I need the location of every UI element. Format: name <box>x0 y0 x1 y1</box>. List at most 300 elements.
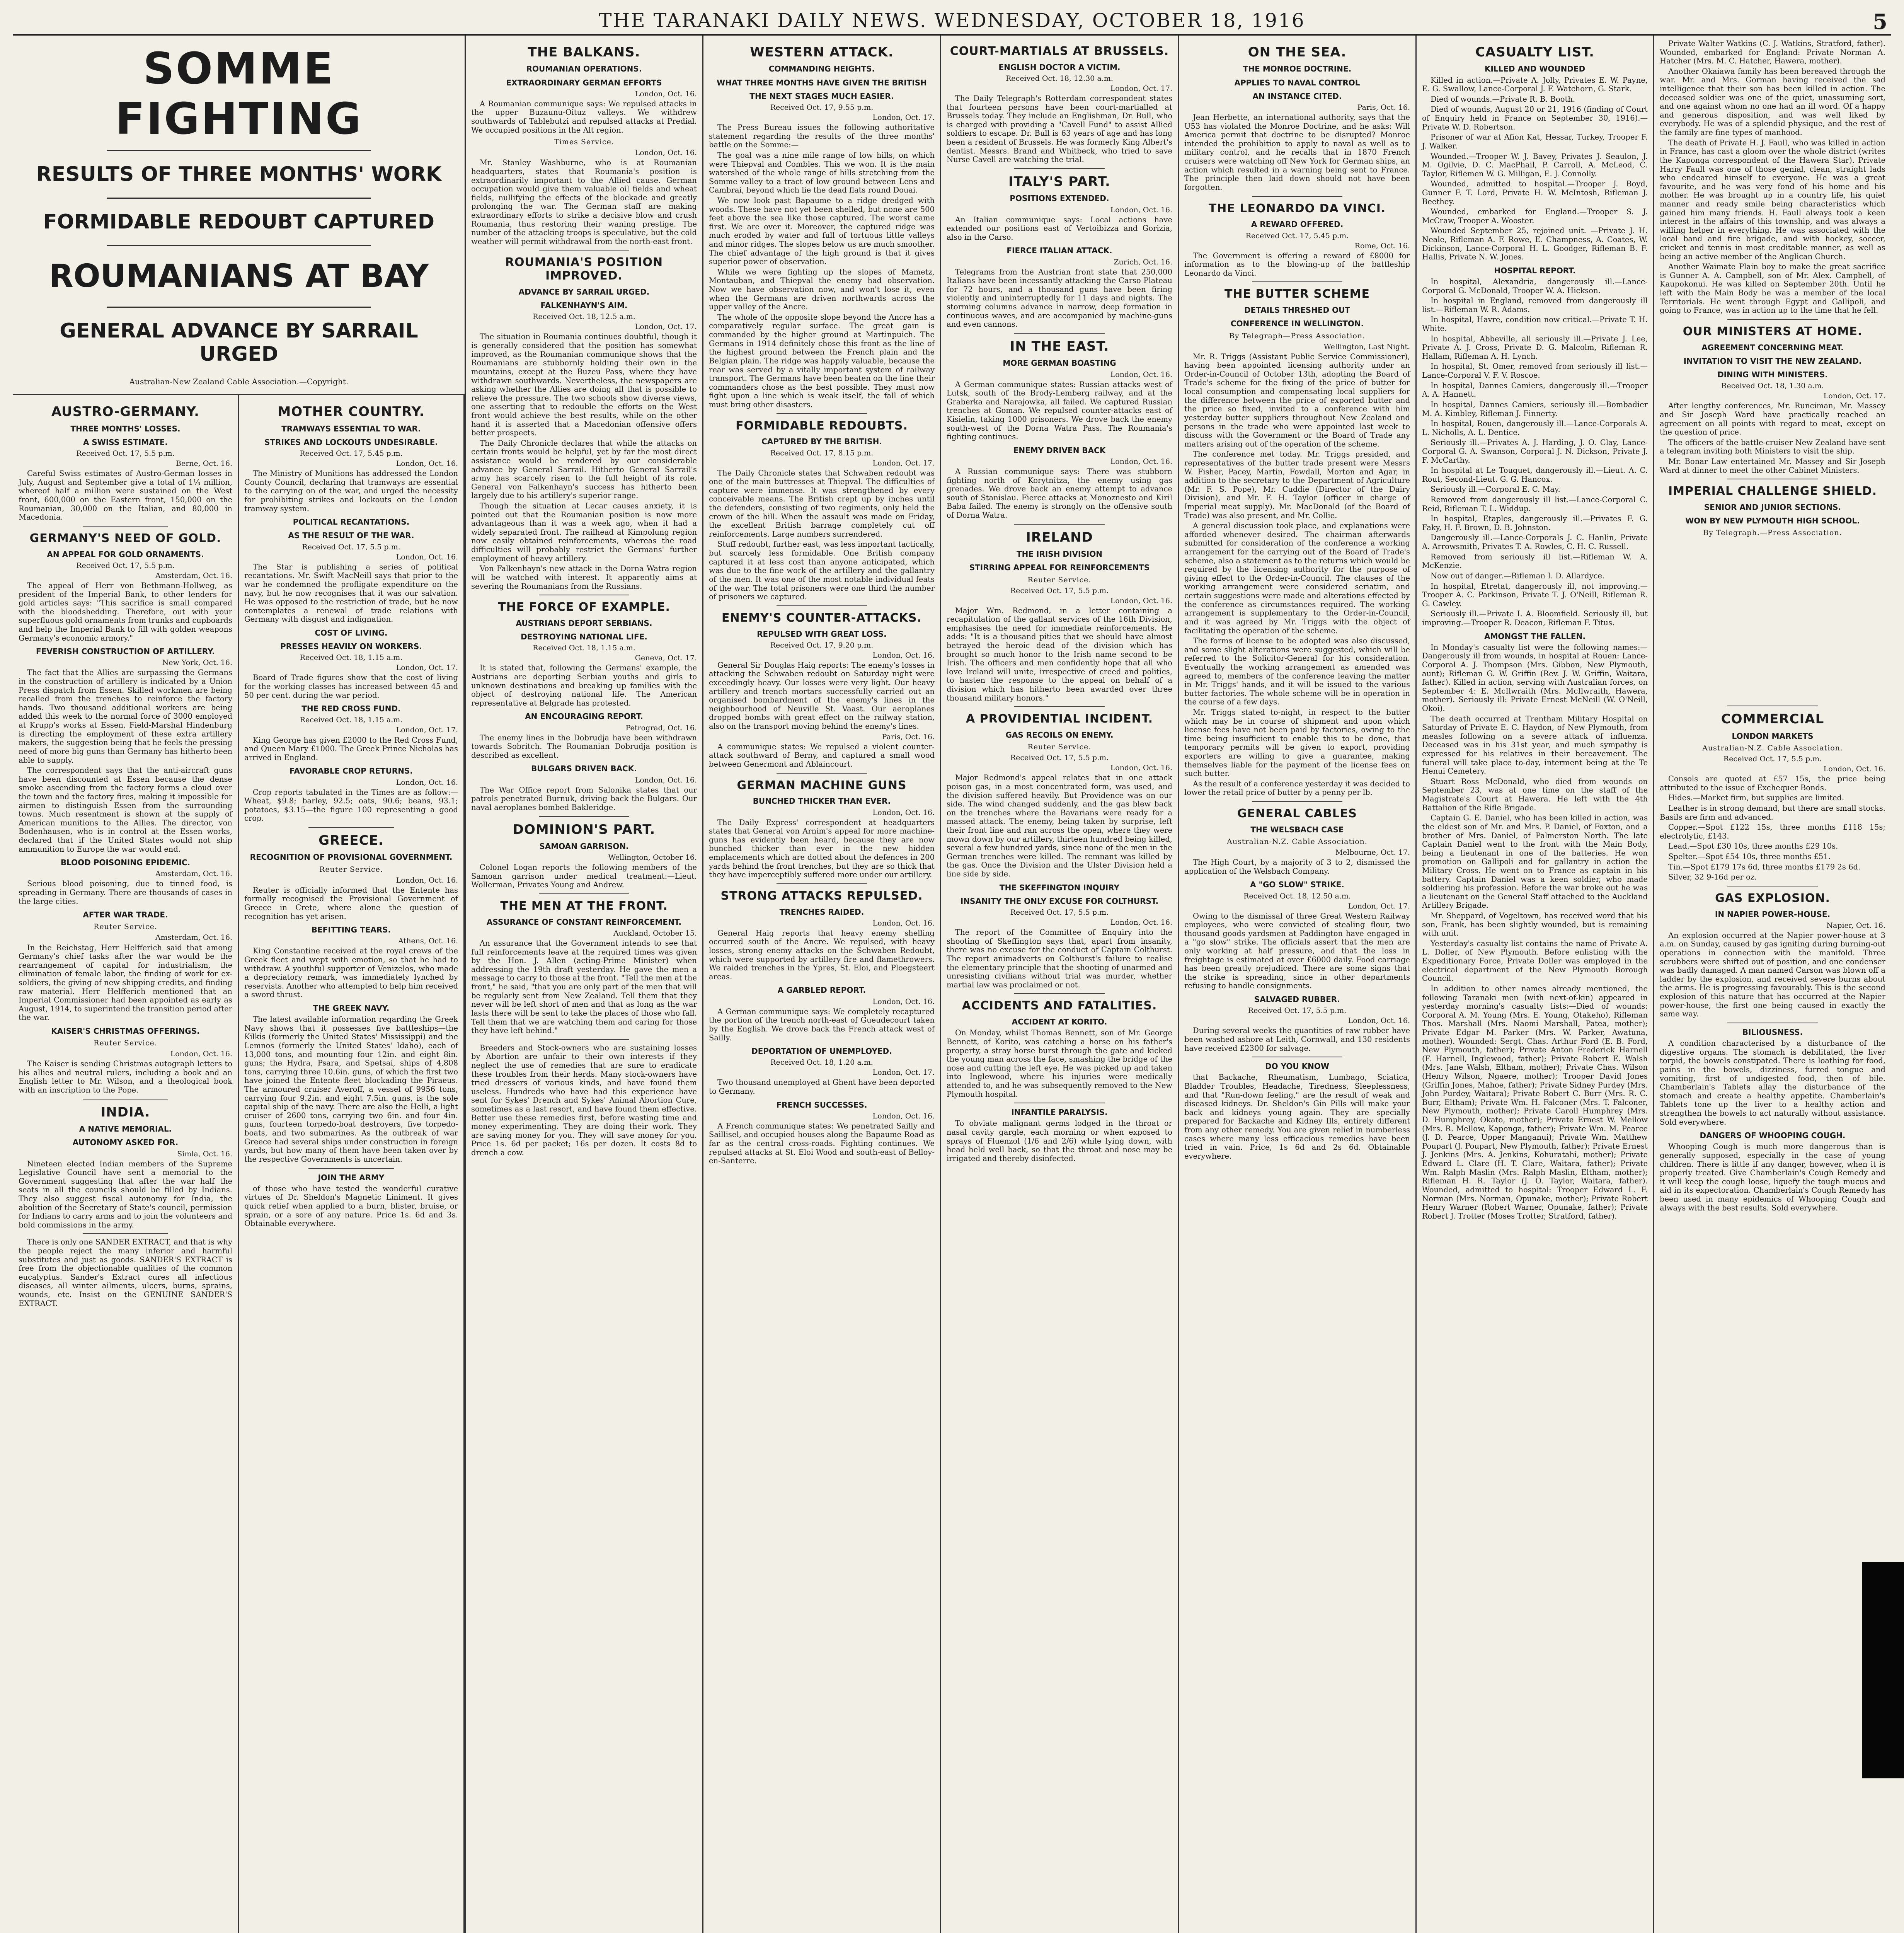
lead-head-4: GENERAL ADVANCE BY SARRAIL URGED <box>60 319 418 366</box>
received-line: Received Oct. 17, 5.5 p.m. <box>302 542 400 551</box>
dateline: London, Oct. 16. <box>635 148 697 157</box>
headline: A PROVIDENTIAL INCIDENT. <box>966 712 1153 726</box>
subhead: DANGERS OF WHOOPING COUGH. <box>1700 1131 1846 1140</box>
paragraph: Mr. R. Triggs (Assistant Public Service Commissioner), having been appointed licensing authority under an Order-in-Council of October 13th, adopting the Board of Trade's scheme for the fixing of the price of butter for local consumption and compensating local suppliers for the difference between the price of exported butter and the price so fixed, invited to a conference with him yesterday butter suppliers throughout New Zealand and persons in the trade who were appointed last week to discuss with the Government or the Board of Trade any matters arising out of the operation of the scheme. <box>1184 352 1410 448</box>
subhead: GAS RECOILS ON ENEMY. <box>1005 730 1114 740</box>
subhead: WON BY NEW PLYMOUTH HIGH SCHOOL. <box>1685 516 1860 526</box>
dateline: Berne, Oct. 16. <box>176 459 232 468</box>
subhead: THE IRISH DIVISION <box>1017 549 1102 559</box>
headline: IN THE EAST. <box>1010 338 1109 354</box>
dateline: London, Oct. 16. <box>396 552 458 561</box>
dateline: Melbourne, Oct. 17. <box>1335 848 1410 857</box>
paragraph: Died of wounds, August 20 or 21, 1916 (finding of Court of Enquiry held in France on September 30, 1916).—Private W. D. Robertson. <box>1422 105 1648 131</box>
paragraph: While we were fighting up the slopes of Mametz, Montauban, and Thiepval the enemy had observation. Now we have observation now, and won't lose it, even when the Germans are driven northwards across the upper valley of the Ancre. <box>709 267 935 312</box>
received-line: Received Oct. 17, 9.55 p.m. <box>770 103 874 112</box>
subhead: ADVANCE BY SARRAIL URGED. <box>518 287 650 297</box>
headline: CASUALTY LIST. <box>1475 44 1595 60</box>
paragraph: Owing to the dismissal of three Great Western Railway employees, who were convicted of stealing flour, two thousand goods yardsmen at Paddington have engaged in a "go slow" strike. The officials assert that the men are only working at half pressure, and that the loss in freightage is estimated at over £6000 daily. Food carriage has been greatly prejudiced. There are some signs that the strike is spreading, since in other departments refusing to handle consignments. <box>1184 911 1410 990</box>
subhead: ROUMANIAN OPERATIONS. <box>526 64 642 74</box>
dateline: London, Oct. 16. <box>1348 1016 1410 1025</box>
subhead: INVITATION TO VISIT THE NEW ZEALAND. <box>1683 356 1862 366</box>
headline: FORMIDABLE REDOUBTS. <box>736 419 908 433</box>
subhead: LONDON MARKETS <box>1732 731 1814 741</box>
subhead: REPULSED WITH GREAT LOSS. <box>757 629 887 639</box>
paragraph: Board of Trade figures show that the cost of living for the working classes has increased between 45 and 50 per cent. during the war period. <box>244 673 458 700</box>
paragraph: Major Wm. Redmond, in a letter containing a recapitulation of the gallant services of the 16th Division, emphasises the need for immediate reinforcements. He adds: "It is a thousand pities that we should have almost betrayed the heroic dead of the division which has brought so much honor to the Irish name second to be Irish. The officers and men confidently hope that all who love Ireland will unite, irrespective of creed and politics, to hasten the response to the appeal on behalf of a division which has hitherto been awarded over three thousand military honors." <box>947 606 1172 702</box>
dateline: London, Oct. 17. <box>1110 84 1172 93</box>
dateline: London, Oct. 16. <box>1823 765 1885 774</box>
paragraph: Captain G. E. Daniel, who has been killed in action, was the eldest son of Mr. and Mrs. P. Daniel, of Foxton, and a brother of Mrs. Daniel, of Palmerston North. The late Captain Daniel went to the front with the Main Body, being a lieutenant in one of the batteries. He won promotion on Gallipoli and for gallantry in action the Military Cross. He went on to France as captain in his battery. Captain Daniel was a keen soldier, who made soldiering his profession. Before the war broke out he was a lieutenant on the General Staff attached to the Auckland Artillery Brigade. <box>1422 813 1648 910</box>
paragraph: Mr. Bonar Law entertained Mr. Massey and Sir Joseph Ward at dinner to meet the other Cabinet Ministers. <box>1660 457 1885 475</box>
paragraph: As the result of a conference yesterday it was decided to lower the retail price of butter by a penny per lb. <box>1184 779 1410 797</box>
paragraph: Careful Swiss estimates of Austro-German losses in July, August and September give a total of 1¼ million, whereof half a million were sustained on the West front, 600,000 on the Eastern front, 150,000 on the Roumanian, 30,000 on the Italian, and 80,000 in Macedonia. <box>19 469 232 522</box>
dateline: Amsterdam, Oct. 16. <box>155 869 232 878</box>
lead-headlines <box>13 36 465 394</box>
service-line: Reuter Service. <box>94 922 157 931</box>
column-4 <box>703 36 941 1933</box>
received-line: Received Oct. 18, 1.15 a.m. <box>300 716 403 724</box>
paragraph: The death occurred at Trentham Military Hospital on Saturday of Private E. C. Haydon, of New Plymouth, from measles following on a severe attack of influenza. Deceased was in his 31st year, and much sympathy is expressed for his relatives in their bereavement. The funeral will take place to-day, interment being at the Te Henui Cemetery. <box>1422 714 1648 776</box>
subhead: ACCIDENT AT KORITO. <box>1012 1017 1107 1027</box>
paragraph: The forms of license to be adopted was also discussed, and some slight alterations were suggested, which will be referred to the Solicitor-General for his consideration. Eventually the working arrangement as amended was agreed to, members of the conference leaving the matter in Mr. Triggs' hands, and it will be issued to the various butter factories. The whole scheme will be in operation in the course of a few days. <box>1184 636 1410 707</box>
received-line: Received Oct. 17, 5.5 p.m. <box>1010 908 1109 917</box>
service-line: Reuter Service. <box>1027 575 1092 584</box>
service-line: Australian-N.Z. Cable Association. <box>1227 837 1368 846</box>
subhead: A GARBLED REPORT. <box>777 985 866 995</box>
subhead: THE SKEFFINGTON INQUIRY <box>999 883 1120 892</box>
subhead: IN NAPIER POWER-HOUSE. <box>1715 909 1831 919</box>
subhead: AUTONOMY ASKED FOR. <box>72 1138 179 1147</box>
lead-block <box>13 36 466 1933</box>
subhead: HOSPITAL REPORT. <box>1494 266 1576 275</box>
column-5 <box>941 36 1179 1933</box>
dateline: Napier, Oct. 16. <box>1826 921 1885 930</box>
paragraph: A French communique states: We penetrated Sailly and Saillisel, and occupied houses along the Bapaume Road as far as the central cross-roads. Fighting continues. We repulsed attacks at St. Eloi Wood and south-east of Belloy-en-Santerre. <box>709 1121 935 1166</box>
received-line: Received Oct. 18, 1.30 a.m. <box>1721 382 1824 390</box>
subhead: A NATIVE MEMORIAL. <box>79 1124 172 1134</box>
dateline: London, Oct. 16. <box>396 778 458 787</box>
paragraph: Killed in action.—Private A. Jolly, Privates E. W. Payne, E. G. Swallow, Lance-Corporal J. F. Watchorn, G. Stark. <box>1422 75 1648 94</box>
paragraph: King Constantine received at the royal crews of the Greek fleet and wept with emotion, so that he had to withdraw. A youthful supporter of Venizelos, who made a depreciatory remark, was immediately lynched by reservists. Another who attempted to help him received a sword thrust. <box>244 946 458 999</box>
subhead: FAVORABLE CROP RETURNS. <box>290 766 413 776</box>
subhead: AN ENCOURAGING REPORT. <box>525 712 643 721</box>
paragraph: The correspondent says that the anti-aircraft guns have been discounted at Essen because the dense smoke ascending from the factory forms a cloud over the town and the factory fires, making it impossible for airmen to distinguish Essen from the surrounding towns. Much resentment is shown at the supply of American munitions to the Allies. The director, von Bodenhausen, who is in control at the Essen works, declared that if the United States would not ship ammunition to Europe the war would end. <box>19 766 232 854</box>
dateline: London, Oct. 16. <box>1110 457 1172 466</box>
subhead: INFANTILE PARALYSIS. <box>1011 1108 1108 1117</box>
paragraph: Dangerously ill.—Lance-Corporals J. C. Hanlin, Private A. Arrowsmith, Privates T. A. Rowles, C. H. C. Russell. <box>1422 533 1648 551</box>
paragraph: A Roumanian communique says: We repulsed attacks in the upper Buzaunu-Oituz valleys. We withdrew southwards of Tablebutzi and repulsed attacks at Predial. We occupied positions in the Alt region. <box>471 99 697 135</box>
dateline: London, Oct. 16. <box>872 1111 935 1120</box>
paragraph: Lead.—Spot £30 10s, three months £29 10s. <box>1668 842 1838 851</box>
subhead: A SWISS ESTIMATE. <box>83 437 168 447</box>
paragraph: We now look past Bapaume to a ridge dredged with woods. These have not yet been shelled, but none are 500 feet above the sea like those captured. The worst came first. We are over it. Moreover, the captured ridge was much eroded by water and full of tortuous little valleys and minor ridges. The slopes below us are much smoother. The chief advantage of the high ground is that it gives superior power of observation. <box>709 196 935 266</box>
dateline: Simla, Oct. 16. <box>177 1149 232 1158</box>
headline: WESTERN ATTACK. <box>750 44 894 60</box>
dateline: London, Oct. 17. <box>1348 902 1410 910</box>
paragraph: In hospital, Dannes Camiers, dangerously ill.—Trooper A. A. Hannett. <box>1422 381 1648 399</box>
paragraph: Colonel Logan reports the following members of the Samoan garrison under medical treatment:—Lieut. Wollerman, Privates Young and Andrew. <box>471 863 697 890</box>
paragraph: Wounded, embarked for England.—Trooper S. J. McCraw, Trooper A. Wooster. <box>1422 207 1648 225</box>
paragraph: The Daily Chronicle states that Schwaben redoubt was one of the main buttresses at Thiepval. The difficulties of capture were immense. It was strengthened by every conceivable means. The British crept up by inches until the defenders, consisting of two regiments, only held the crown of the hill. When the assault was made on Friday, the excellent British barrage completely cut off reinforcements. Large numbers surrendered. <box>709 468 935 539</box>
subhead: STRIKES AND LOCKOUTS UNDESIRABLE. <box>264 437 438 447</box>
headline: IMPERIAL CHALLENGE SHIELD. <box>1668 484 1877 498</box>
subhead: DO YOU KNOW <box>1265 1062 1329 1071</box>
paragraph: A German communique states: Russian attacks west of Lutsk, south of the Brody-Lemberg railway, and at the Graberka and Narajowka, all failed. We captured Russian trenches at Goman. We repulsed counter-attacks east of Kisielin, taking 1000 prisoners. We drove back the enemy south-west of the Dorna Watra Pass. The Roumania's fighting continues. <box>947 380 1172 441</box>
subhead: SAMOAN GARRISON. <box>539 841 629 851</box>
paragraph: The Press Bureau issues the following authoritative statement regarding the results of the three months' battle on the Somme:— <box>709 123 935 150</box>
advertisement: of those who have tested the wonderful curative virtues of Dr. Sheldon's Magnetic Liniment. It gives quick relief when applied to a burn, blister, bruise, or sprain, or a sore of any nature. Price 1s. 6d and 3s. Obtainable everywhere. <box>244 1184 458 1228</box>
advertisement: Breeders and Stock-owners who are sustaining losses by Abortion are unfair to their own interests if they neglect the use of remedies that are sure to eradicate these troubles from their herds. Many stock-owners have tried dressers of various kinds, and have found them useless. Hundreds who have had this experience have sent for Sykes' Drench and Sykes' Animal Abortion Cure, sometimes as a last resort, and have found them effective. Better use these remedies first, before wasting time and money experimenting. They are doing their work. They are saving money for you. They will save money for you. Price 1s. 6d per packet; 16s per dozen. It costs 8d to drench a cow. <box>471 1043 697 1157</box>
advertisement: that Backache, Rheumatism, Lumbago, Sciatica, Bladder Troubles, Headache, Tiredness, Sleeplessness, and that "Run-down feeling," are the result of weak and diseased kidneys. Dr. Sheldon's Gin Pills will make your back and kidneys young again. They are specially prepared for Backache and Kidney Ills, entirely different from any other remedy. You are given relief in numberless cases where many less efficacious remedies have been tried in vain. Price, 1s 6d and 2s 6d. Obtainable everywhere. <box>1184 1073 1410 1161</box>
received-line: Received Oct. 17, 5.45 p.m. <box>1245 231 1349 240</box>
paragraph: General Sir Douglas Haig reports: The enemy's losses in attacking the Schwaben redoubt on Saturday night were exceedingly heavy. Our losses were very light. Our heavy artillery and trench mortars successfully carried out an organised bombardment of the enemy's lines in the neighbourhood of Neuville St. Vaast. Our aeroplanes dropped bombs with great effect on the railway station, also on the transport moving behind the enemy's lines. <box>709 660 935 731</box>
subhead: ENGLISH DOCTOR A VICTIM. <box>998 62 1121 72</box>
subhead: BUNCHED THICKER THAN EVER. <box>753 796 891 806</box>
dateline: London, Oct. 16. <box>1110 764 1172 772</box>
paragraph: Spelter.—Spot £54 10s, three months £51. <box>1668 852 1831 861</box>
dateline: London, Oct. 17. <box>1823 392 1885 401</box>
headline: COMMERCIAL <box>1721 711 1824 727</box>
paragraph: On Monday, whilst Thomas Bennett, son of Mr. George Bennett, of Korito, was catching a horse on his father's property, a stray horse burst through the gate and kicked the young man across the face, smashing the bridge of the nose and cutting the left eye. He was picked up and taken into Inglewood, where his injuries were medically attended to, and he was subsequently removed to the New Plymouth hospital. <box>947 1028 1172 1099</box>
service-line: Australian-N.Z. Cable Association. <box>1702 744 1843 753</box>
headline: THE MEN AT THE FRONT. <box>500 899 668 913</box>
headline: ACCIDENTS AND FATALITIES. <box>962 999 1157 1013</box>
received-line: Received Oct. 17, 5.5 p.m. <box>76 449 175 458</box>
paragraph: Wounded, admitted to hospital.—Trooper J. Boyd, Gunner F. T. Lord, Private H. W. McIntosh, Rifleman J. Beethey. <box>1422 179 1648 206</box>
paragraph: Seriously ill.—Private I. A. Bloomfield. Seriously ill, but improving.—Trooper R. Deacon, Rifleman F. Titus. <box>1422 609 1648 627</box>
paragraph: The Government is offering a reward of £8000 for information as to the blowing-up of the battleship Leonardo da Vinci. <box>1184 251 1410 278</box>
dateline: London, Oct. 16. <box>872 919 935 927</box>
paragraph: An assurance that the Government intends to see that full reinforcements leave at the required times was given by the Hon. J. Allen (acting-Prime Minister) when addressing the 19th draft yesterday. He gave the men a message to carry to those at the front. "Tell the men at the front," he said, "that you are only part of the men that will be regularly sent from New Zealand. Tell them that they never will be left short of men and that as long as the war lasts there will be sent to take the places of those who fall. Tell them that we are watching them and caring for those they have left behind." <box>471 939 697 1035</box>
received-line: Received Oct. 17, 5.5 p.m. <box>1010 586 1109 595</box>
dateline: Amsterdam, Oct. 16. <box>155 933 232 942</box>
paragraph: In addition to other names already mentioned, the following Taranaki men (with next-of-kin) appeared in yesterday morning's casualty lists:—Died of wounds: Corporal A. M. Young (Mrs. E. Young, Otakeho), Rifleman Thos. Marshall (Mrs. Naomi Marshall, Patea, mother); Private Edgar M. Parker (Mrs. W. Parker, Awatuna, mother). Wounded: Sergt. Chas. Arthur Ford (E. B. Ford, New Plymouth, father); Private Anton Frederick Harnell (F. Harnell, Inglewood, father); Private Robert E. Walsh (Mrs. Jane Walsh, Eltham, mother); Private Chas. Wilson (Henry Wilson, Ngaere, mother); Trooper David Jones (Griffin Jones, Mahoe, father); Private Sidney Purdey (Mrs. John Purdey, Waitara); Private Robert C. Burr (Mrs. R. C. Burr, Eltham); Private Wm. H. Falconer (Mrs. T. Falconer, New Plymouth, mother); Private Caroll Humphrey (Mrs. D. Humphrey, Okato, mother); Private Ernest W. Mellow (Mrs. R. Mellow, Kaponga, father); Private Wm. M. Pearce (J. D. Pearce, Upper Manganui); Private Wm. Matthew Poupart (J. Poupart, New Plymouth, father); Private Ernest J. Jenkins (Mrs. A. Jenkins, Kohuratahi, mother); Private Edward L. Clare (H. T. Clare, Waitara, father); Private Wm. Ralph Maslin (Mrs. Ralph Maslin, Eltham, mother); Rifleman H. R. Taylor (J. O. Taylor, Waitara, father). Wounded, admitted to hospital: Trooper Edward L. F. Norman (Mrs. Norman, Opunake, mother); Private Robert Henry Warner (Robert Warner, Opunake, father); Private Robert J. Trotter (Moses Trotter, Stratford, father). <box>1422 984 1648 1220</box>
subhead: COST OF LIVING. <box>315 628 388 638</box>
headline: IRELAND <box>1026 529 1093 545</box>
dateline: London, Oct. 16. <box>872 651 935 660</box>
paragraph: In hospital, Abbeville, all seriously ill.—Private J. Lee, Private A. J. Cross, Private D. G. Malcolm, Rifleman R. Hallam, Rifleman A. H. Lynch. <box>1422 334 1648 361</box>
paragraph: The Star is publishing a series of political recantations. Mr. Swift MacNeill says that prior to the war he condemned the profligate expenditure on the navy, but he now recognises that it was our salvation. He was opposed to the restriction of trade, but he now contemplates a renewal of trade relations with Germany with disgust and indignation. <box>244 562 458 624</box>
subhead: TRENCHES RAIDED. <box>779 907 864 917</box>
paragraph: The conference met today. Mr. Triggs presided, and representatives of the butter trade present were Messrs W. Fisher, Pacey, Martin, Fowdall, Morton and Agar, in addition to the secretary to the Department of Agriculture (Mr. F. S. Pope), Mr. Cuddie (Director of the Dairy Division), and Mr. F. H. Taylor (officer in charge of Imperial meat supply). Mr. MacDonald (of the Board of Trade) was also present, and Mr. Collie. <box>1184 450 1410 520</box>
column-2 <box>239 395 465 1933</box>
subhead: JOIN THE ARMY <box>318 1173 385 1182</box>
dateline: London, Oct. 16. <box>635 89 697 98</box>
subhead: EXTRAORDINARY GERMAN EFFORTS <box>506 78 662 87</box>
subhead: POLITICAL RECANTATIONS. <box>293 517 410 527</box>
dateline: London, Oct. 16. <box>1110 918 1172 927</box>
paragraph: Telegrams from the Austrian front state that 250,000 Italians have been incessantly attacking the Carso Plateau for 72 hours, and a thousand guns have been firing violently and uninterruptedly for 11 days and nights. The storming columns advance in narrow, deep formation in continuous waves, and are accompanied by machine-guns and even cannons. <box>947 267 1172 329</box>
subhead: APPLIES TO NAVAL CONTROL <box>1234 78 1360 87</box>
paragraph: An Italian communique says: Local actions have extended our positions east of Vertoibizza and Gorizia, also in the Carso. <box>947 215 1172 242</box>
column-8 <box>1654 36 1891 1933</box>
subhead: A REWARD OFFERED. <box>1251 220 1344 229</box>
dateline: London, Oct. 16. <box>635 776 697 784</box>
dateline: Athens, Oct. 16. <box>398 937 458 946</box>
dateline: Paris, Oct. 16. <box>882 732 935 741</box>
subhead: RECOGNITION OF PROVISIONAL GOVERNMENT. <box>250 852 453 862</box>
headline: GERMANY'S NEED OF GOLD. <box>29 531 221 545</box>
paragraph: An explosion occurred at the Napier power-house at 3 a.m. on Sunday, caused by gas igniting during burning-out operations in connection with the manifold. Three scrubbers were shifted out of position, and one condenser was badly damaged. A man named Carson was blown off a ladder by the explosion, and received severe burns about the arms. He is progressing favourably. This is the second explosion of this nature that has occurred at the Napier power-house, the first one being caused in exactly the same way. <box>1660 931 1885 1019</box>
paragraph: A Russian communique says: There was stubborn fighting north of Korytnitza, the enemy using gas grenades. We drove back an enemy attempt to advance south of Stanislau. Fierce attacks at Monoznesto and Kiril Baba failed. The enemy is strongly on the offensive south of Dorna Watra. <box>947 467 1172 520</box>
paragraph: The War Office report from Salonika states that our patrols penetrated Burnuk, driving back the Bulgars. Our naval aeroplanes bombed Bakleridge. <box>471 785 697 812</box>
service-line: Reuter Service. <box>319 865 383 874</box>
service-line: Reuter Service. <box>1027 743 1092 752</box>
subhead: INSANITY THE ONLY EXCUSE FOR COLTHURST. <box>960 896 1159 906</box>
received-line: Received Oct. 18, 12.50 a.m. <box>1243 891 1351 900</box>
paragraph: It is stated that, following the Germans' example, the Austrians are deporting Serbian youths and girls to unknown destinations and breaking up families with the object of destroying national life. The American representative at Belgrade has protested. <box>471 663 697 707</box>
paragraph: The Daily Telegraph's Rotterdam correspondent states that fourteen persons have been court-martialled at Brussels today. They include an Englishman, Dr. Bull, who is charged with providing a "Cavell Fund" to assist Allied soldiers to escape. Dr. Bull is 63 years of age and has long been a resident of Brussels. He was formerly King Albert's dentist. Messrs. Brand and Whitbeck, who tried to save Nurse Cavell are watching the trial. <box>947 94 1172 164</box>
paragraph: Copper.—Spot £122 15s, three months £118 15s; electrolytic, £143. <box>1660 823 1885 840</box>
dateline: Rome, Oct. 16. <box>1354 241 1410 250</box>
dateline: London, Oct. 17. <box>872 113 935 122</box>
dateline: London, Oct. 16. <box>170 1050 232 1059</box>
paragraph: Reuter is officially informed that the Entente has formally recognised the Provisional Government of Greece in Crete, where alone the question of recognition has yet arisen. <box>244 885 458 921</box>
lead-head-3: ROUMANIANS AT BAY <box>49 258 429 295</box>
paragraph: The fact that the Allies are surpassing the Germans in the construction of artillery is indicated by a Union Press dispatch from Essen. Skilled workmen are being recalled from the trenches to reinforce the factory hands. Two thousand additional workers are being added this week to the normal force of 3000 employed at Krupp's works at Essen. Field-Marshal Hindenburg is directing the employment of these extra artillery makers, the suggestion being that he feels the pressing need of more big guns than Germany has hitherto been able to supply. <box>19 668 232 765</box>
subhead: THREE MONTHS' LOSSES. <box>70 424 181 433</box>
service-line: By Telegraph.—Press Association. <box>1703 528 1842 537</box>
headline: OUR MINISTERS AT HOME. <box>1683 324 1863 338</box>
dateline: London, Oct. 16. <box>872 808 935 817</box>
dateline: London, Oct. 17. <box>635 322 697 331</box>
paragraph: Removed from dangerously ill list.—Lance-Corporal C. Reid, Rifleman T. L. Widdup. <box>1422 495 1648 513</box>
paragraph: The goal was a nine mile range of low hills, on which were Thiepval and Combles. This we won. It is the main watershed of the whole range of hills stretching from the Somme valley to a tract of low ground between Lens and Cambrai, beyond which lie the dead flats round Douai. <box>709 150 935 195</box>
paragraph: The Kaiser is sending Christmas autograph letters to his allies and neutral rulers, including a book and an English letter to Mr. Wilson, and a theological book with an inscription to the Pope. <box>19 1059 232 1095</box>
headline: ITALY'S PART. <box>1008 174 1110 189</box>
paragraph: The Daily Chronicle declares that while the attacks on certain fronts would be helpful, yet by far the most direct assistance would be rendered by our considerable advance by General Sarrail. Hitherto General Sarrail's army has scarcely risen to the full height of its role. General von Falkenhayn's success has hitherto been largely due to his artillery's superior range. <box>471 438 697 500</box>
headline: THE BUTTER SCHEME <box>1224 287 1370 301</box>
paragraph: Mr. Stanley Washburne, who is at Roumanian headquarters, states that Roumania's position is extraordinarily important to the Allied cause. German occupation would give them valuable oil fields and wheat fields, nullifying the effects of the blockade and greatly prolonging the war. The German staff are making extraordinary efforts to strike a decisive blow and crush Roumania, thus restoring their waning prestige. The number of the attacking troops is speculative, but the cold weather will permit withdrawal from the north-east front. <box>471 158 697 246</box>
dateline: Paris, Oct. 16. <box>1357 103 1410 112</box>
paragraph: The Daily Express' correspondent at headquarters states that General von Arnim's appeal for more machine-guns has evidently been heard, because they are now bunched thicker than ever in the new hidden emplacements which are dotted about the defences in 200 yards behind the front trenches, but they are so thick that they have imperceptibly suffered more under our artillery. <box>709 818 935 880</box>
dateline: London, Oct. 16. <box>396 876 458 885</box>
subhead: AMONGST THE FALLEN. <box>1484 631 1586 641</box>
subhead: KILLED AND WOUNDED <box>1484 64 1586 74</box>
subhead: MORE GERMAN BOASTING <box>1003 358 1116 368</box>
subhead: COMMANDING HEIGHTS. <box>768 64 875 74</box>
dateline: Geneva, Oct. 17. <box>635 654 697 663</box>
headline: THE LEONARDO DA VINCI. <box>1208 201 1386 215</box>
subhead: TRAMWAYS ESSENTIAL TO WAR. <box>281 424 421 433</box>
headline: GAS EXPLOSION. <box>1715 891 1830 905</box>
paragraph: Leather is in strong demand, but there are small stocks. Basils are firm and advanced. <box>1660 803 1885 822</box>
paragraph: Another Okaiawa family has been bereaved through the war. Mr. and Mrs. Gorman having received the sad intelligence that their son has been killed in action. The deceased soldier was one of the quiet, unassuming sort, and one against whom no one had an ill word. Of a happy and generous disposition, and was well liked by everybody. He was of a splendid physique, and the rest of the family are fine types of manhood. <box>1660 66 1885 137</box>
subhead: THE MONROE DOCTRINE. <box>1243 64 1352 74</box>
subhead: DEPORTATION OF UNEMPLOYED. <box>751 1047 892 1056</box>
advertisement: A condition characterised by a disturbance of the digestive organs. The stomach is debilitated, the liver torpid, the bowels constipated. There is loathing for food, pains in the bowels, dizziness, furred tongue and vomiting, first of undigested food, then of bile. Chamberlain's Tablets allay the disturbance of the stomach and create a healthy appetite. Chamberlain's Tablets tone up the liver to a healthy action and strengthen the bowels to act naturally without assistance. Sold everywhere. <box>1660 1039 1885 1127</box>
column-3 <box>466 36 703 1933</box>
paragraph: A German communique says: We completely recaptured the portion of the trench north-east of Gueudecourt taken by the English. We drove back the French attack west of Sailly. <box>709 1007 935 1042</box>
paragraph: In hospital, Havre, condition now critical.—Private T. H. White. <box>1422 315 1648 333</box>
paragraph: Seriously ill.—Privates A. J. Harding, J. O. Clay, Lance-Corporal G. A. Swanson, Corporal J. N. Dickson, Private J. F. McCarthy. <box>1422 438 1648 465</box>
headline: THE BALKANS. <box>528 44 640 60</box>
paragraph: Serious blood poisoning, due to tinned food, is spreading in Germany. There are thousands of cases in the large cities. <box>19 879 232 906</box>
paragraph: The report of the Committee of Enquiry into the shooting of Skeffington says that, apart from insanity, there was no excuse for the conduct of Captain Colthurst. The report animadverts on Colthurst's failure to realise the elementary principle that the shooting of unarmed and unresisting civilians without trial was murder, whether martial law was proclaimed or not. <box>947 928 1172 989</box>
paragraph: Wounded.—Trooper W. J. Bavey, Privates J. Seaulon, J. M. Ogilvie, D. C. MacPhail, P. Carroll, A. McLeod, C. Taylor, Riflemen W. G. Milligan, E. J. Connolly. <box>1422 152 1648 178</box>
paragraph: The whole of the opposite slope beyond the Ancre has a comparatively regular surface. The great gain is commanded by the higher ground at Martinpuich. The Germans in 1914 definitely chose this front as the line of the highest ground between the French plain and the Belgian plain. The ridge was happily valuable, because the rear was served by a vitally important system of railway transport. The Germans have been beaten on the line their commanders chose as the best possible. They must now fight upon a line which is weak itself, the fall of which must bring other disasters. <box>709 312 935 409</box>
dateline: London, Oct. 16. <box>396 459 458 468</box>
subhead: PRESSES HEAVILY ON WORKERS. <box>280 642 422 651</box>
paragraph: During several weeks the quantities of raw rubber have been washed ashore at Leith, Cornwall, and 130 residents have received £2300 for salvage. <box>1184 1026 1410 1053</box>
paragraph: General Haig reports that heavy enemy shelling occurred south of the Ancre. We repulsed, with heavy losses, strong enemy attacks on the Schwaben Redoubt, which were supported by artillery fire and flamethrowers. We raided trenches in the Ypres, St. Eloi, and Ploegsteert areas. <box>709 928 935 981</box>
paragraph: The enemy lines in the Dobrudja have been withdrawn towards Sobritch. The Roumanian Dobrudja position is described as excellent. <box>471 733 697 760</box>
paragraph: The situation in Roumania continues doubtful, though it is generally considered that the position has somewhat improved, as the Roumanian communique shows that the Roumanians are stubbornly holding their own in the mountains, except at the Buzeu Pass, where they have withdrawn southwards. Nevertheless, the newspapers are asking whether the Allies are doing all that is possible to relieve the pressure. The two schools show diverse views, one asserting that to redouble the efforts on the West front would achieve the best results, while on the other hand it is asserted that a Macedonian offensive offers better prospects. <box>471 332 697 438</box>
received-line: Received Oct. 18, 12.5 a.m. <box>533 312 635 321</box>
paragraph: In the Reichstag, Herr Helfferich said that among Germany's chief tasks after the war would be the rearrangement of capital for industrialism, the elimination of female labor, the finding of work for ex-soldiers, the giving of new shipping credits, and finding raw material. Herr Helfferich mentioned that an Imperial Commissioner had been appointed as early as August, 1914, to superintend the transition period after the war. <box>19 943 232 1022</box>
subhead: FIERCE ITALIAN ATTACK. <box>1006 246 1112 256</box>
received-line: Received Oct. 17, 5.5 p.m. <box>76 561 175 570</box>
paragraph: The High Court, by a majority of 3 to 2, dismissed the application of the Welsbach Company. <box>1184 858 1410 876</box>
masthead <box>13 9 1891 36</box>
received-line: Received Oct. 17, 5.45 p.m. <box>300 449 403 458</box>
paragraph: Died of wounds.—Private R. B. Booth. <box>1431 94 1575 104</box>
paragraph: The officers of the battle-cruiser New Zealand have sent a telegram inviting both Ministers to visit the ship. <box>1660 438 1885 456</box>
paragraph: Major Redmond's appeal relates that in one attack poison gas, in a most concentrated form, was used, and the division suffered heavily. But Providence was on our side. The wind changed suddenly, and the gas blew back on the trenches where the Bavarians were ready for a massed attack. The enemy, being taken by surprise, left their front line and ran across the open, where they were mown down by our artillery, thirteen hundred being killed, several a few hundred yards, since none of the men in the German trenches were killed. The remnant was killed by the gas. Once the Division and the Ulster Division held a line side by side. <box>947 773 1172 879</box>
headline: MOTHER COUNTRY. <box>278 404 425 420</box>
paragraph: In hospital in England, removed from dangerously ill list.—Rifleman W. R. Adams. <box>1422 296 1648 314</box>
received-line: Received Oct. 17, 8.15 p.m. <box>770 448 874 457</box>
paragraph: Tin.—Spot £179 17s 6d, three months £179 2s 6d. <box>1668 862 1861 871</box>
paragraph: Stuart Ross McDonald, who died from wounds on September 23, was at one time on the staff of the Magistrate's Court at Hawera. He left with the 4th Battalion of the Rifle Brigade. <box>1422 777 1648 812</box>
advertisement: There is only one SANDER EXTRACT, and that is why the people reject the many inferior and harmful substitutes and just as goods. SANDER'S EXTRACT is free from the objectionable qualities of the common eucalyptus. Sander's Extract cures all infectious diseases, all winter ailments, ulcers, burns, sprains, wounds, etc. Insist on the GENUINE SANDER'S EXTRACT. <box>19 1238 232 1308</box>
subhead: A "GO SLOW" STRIKE. <box>1250 880 1344 890</box>
subhead: THE WELSBACH CASE <box>1250 825 1344 834</box>
subhead: BULGARS DRIVEN BACK. <box>531 764 637 774</box>
subhead: KAISER'S CHRISTMAS OFFERINGS. <box>51 1026 200 1036</box>
subhead: THE GREEK NAVY. <box>313 1003 390 1013</box>
dateline: London, Oct. 17. <box>396 726 458 735</box>
headline: GERMAN MACHINE GUNS <box>737 778 907 792</box>
lead-credit: Australian-New Zealand Cable Association.—Copyright. <box>129 377 349 387</box>
paragraph: King George has given £2000 to the Red Cross Fund, and Queen Mary £1000. The Greek Prince Nicholas has arrived in England. <box>244 735 458 762</box>
subhead: AN INSTANCE CITED. <box>1252 91 1342 101</box>
paragraph: In hospital, Rouen, dangerously ill.—Lance-Corporals A. L. Nicholls, A. L. Dentice. <box>1422 419 1648 437</box>
subhead: CAPTURED BY THE BRITISH. <box>761 437 882 447</box>
subhead: FALKENHAYN'S AIM. <box>540 301 628 310</box>
subhead: BILIOUSNESS. <box>1742 1027 1803 1037</box>
paragraph: Removed from seriously ill list.—Rifleman W. A. McKenzie. <box>1422 552 1648 570</box>
paragraph: Consols are quoted at £57 15s, the price being attributed to the issue of Exchequer Bonds. <box>1660 774 1885 792</box>
paragraph: In hospital, Etretat, dangerously ill, not improving.—Trooper A. C. Parkinson, Private T. J. O'Neill, Rifleman R. G. Cawley. <box>1422 581 1648 608</box>
paragraph: The Ministry of Munitions has addressed the London County Council, declaring that tramways are essential to the carrying on of the war, and urged the necessity for prohibiting strikes and lockouts on the London tramway system. <box>244 469 458 513</box>
headline: ON THE SEA. <box>1248 44 1347 60</box>
paragraph: The appeal of Herr von Bethmann-Hollweg, as president of the Imperial Bank, to other lenders for gold articles says: "This sacrifice is small compared with the bloodshedding. Therefore, out with your superfluous gold ornaments from trunks and cupboards and help the Imperial Bank to fill with golden weapons Germany's economic armory." <box>19 581 232 643</box>
received-line: Received Oct. 18, 1.15 a.m. <box>533 644 635 653</box>
subhead: DETAILS THRESHED OUT <box>1244 305 1351 315</box>
received-line: Received Oct. 17, 9.20 p.m. <box>770 641 874 649</box>
headline: GENERAL CABLES <box>1237 807 1357 821</box>
paragraph: Now out of danger.—Rifleman I. D. Allardyce. <box>1431 571 1605 580</box>
subhead: AS THE RESULT OF THE WAR. <box>288 531 414 540</box>
paragraph: Silver, 32 9-16d per oz. <box>1668 873 1757 882</box>
subhead: POSITIONS EXTENDED. <box>1010 194 1109 203</box>
masthead-title: THE TARANAKI DAILY NEWS. WEDNESDAY, OCTOBER 18, 1916 <box>599 9 1305 32</box>
subhead: AN APPEAL FOR GOLD ORNAMENTS. <box>47 549 204 559</box>
dateline: London, Oct. 17. <box>872 459 935 467</box>
subhead: STIRRING APPEAL FOR REINFORCEMENTS <box>969 563 1150 573</box>
paragraph: Two thousand unemployed at Ghent have been deported to Germany. <box>709 1078 935 1096</box>
dateline: Auckland, October 15. <box>613 929 697 938</box>
subhead: DINING WITH MINISTERS. <box>1717 370 1828 380</box>
columns <box>13 36 1891 1933</box>
subhead: AGREEMENT CONCERNING MEAT. <box>1701 343 1844 352</box>
dateline: London, Oct. 16. <box>872 997 935 1006</box>
paragraph: Seriously ill.—Corporal E. C. May. <box>1431 485 1560 494</box>
paragraph: After lengthy conferences, Mr. Runciman, Mr. Massey and Sir Joseph Ward have practically reached an agreement on all points with regard to meat, except on the question of price. <box>1660 401 1885 437</box>
dateline: Petrograd, Oct. 16. <box>625 723 697 732</box>
headline: DOMINION'S PART. <box>513 822 656 837</box>
subhead: AFTER WAR TRADE. <box>83 910 168 920</box>
subhead: ASSURANCE OF CONSTANT REINFORCEMENT. <box>486 917 682 927</box>
dateline: Zurich, Oct. 16. <box>1114 257 1172 266</box>
paragraph: In hospital, Dannes Camiers, seriously ill.—Bombadier M. A. Kimbley, Rifleman J. Finnerty. <box>1422 400 1648 418</box>
subhead: THE RED CROSS FUND. <box>301 704 401 714</box>
paragraph: Von Falkenhayn's new attack in the Dorna Watra region will be watched with interest. It apparently aims at severing the Roumanians from the Russians. <box>471 564 697 591</box>
lead-title: SOMME FIGHTING <box>115 44 363 144</box>
column-1 <box>13 395 239 1933</box>
dateline: London, Oct. 16. <box>1110 370 1172 379</box>
paragraph: Mr. Triggs stated to-night, in respect to the butter which may be in course of shipment and upon which license fees have not been paid by factories, owing to the time being insufficient to enable this to be done, that temporary permits will be given to export, providing exporters are willing to give a guarantee, making themselves liable for the payment of the license fees on such butter. <box>1184 708 1410 778</box>
paragraph: Private Walter Watkins (C. J. Watkins, Stratford, father). Wounded, embarked for England: Private Norman A. Hatcher (Mrs. M. C. Hatcher, Hawera, mother). <box>1660 39 1885 66</box>
subhead: WHAT THREE MONTHS HAVE GIVEN THE BRITISH <box>717 78 927 87</box>
subhead: BEFITTING TEARS. <box>311 925 391 935</box>
paragraph: In hospital, Alexandria, dangerously ill.—Lance-Corporal G. McDonald, Trooper W. A. Hickson. <box>1422 277 1648 295</box>
subhead: AUSTRIANS DEPORT SERBIANS. <box>516 618 652 628</box>
headline: COURT-MARTIALS AT BRUSSELS. <box>950 44 1169 58</box>
paragraph: Stuff redoubt, further east, was less important tactically, but scarcely less formidable. One British company captured it at less cost than anyone anticipated, which was due to the fine work of the artillery and the gallantry of the men. It was one of the most notable individual feats of the war. The total prisoners were one third the number of prisoners we captured. <box>709 540 935 602</box>
dateline: Amsterdam, Oct. 16. <box>155 571 232 580</box>
redaction-block <box>1862 1562 1904 1778</box>
dateline: New York, Oct. 16. <box>162 658 232 667</box>
paragraph: Nineteen elected Indian members of the Supreme Legislative Council have sent a memorial to the Government suggesting that after the war half the seats in all the councils should be filled by Indians. They also suggest fiscal autonomy for India, the abolition of the Secretary of State's council, permission for Indians to carry arms and to join the volunteers and bold commissions in the army. <box>19 1159 232 1229</box>
subhead: DESTROYING NATIONAL LIFE. <box>521 632 647 642</box>
paragraph: Hides.—Market firm, but supplies are limited. <box>1668 793 1844 803</box>
subhead: THE NEXT STAGES MUCH EASIER. <box>749 91 894 101</box>
subhead: BLOOD POISONING EPIDEMIC. <box>60 858 191 868</box>
headline: GREECE. <box>318 832 384 848</box>
received-line: Received Oct. 18, 12.30 a.m. <box>1006 74 1113 83</box>
paragraph: Wounded September 25, rejoined unit. —Private J. H. Neale, Rifleman A. F. Rowe, E. Champness, A. Coates, W. Dickinson, Lance-Corporal H. L. Goodger, Rifleman B. F. Hallis, Private N. W. Jones. <box>1422 226 1648 262</box>
subhead: SALVAGED RUBBER. <box>1254 995 1340 1004</box>
received-line: Received Oct. 17, 5.5 p.m. <box>1723 755 1822 764</box>
paragraph: In hospital at Le Touquet, dangerously ill.—Lieut. A. C. Rout, Second-Lieut. G. G. Hancox. <box>1422 466 1648 484</box>
received-line: Received Oct. 17, 5.5 p.m. <box>1010 753 1109 762</box>
paragraph: The latest available information regarding the Greek Navy shows that it possesses five battleships—the Kilkis (formerly the United States' Mississippi) and the Lemnos (formerly the United States' Idaho), each of 13,000 tons, and mounting four 12in. and eight 8in. guns; the Hydra, Psara, and Spetsai, ships of 4,808 tons, carrying three 10.6in. guns, of which the first two have joined the Entente fleet blockading the Piraeus. The armoured cruiser Averoff, a vessel of 9956 tons, carrying four 9.2in. and eight 7.5in. guns, is the sole capital ship of the navy. There are also the Helli, a light cruiser of 2600 tons, carrying two 6in. and four 4in. guns, fourteen torpedo-boat destroyers, five torpedo-boats, and two submarines. As the outbreak of war Greece had several ships under construction in foreign yards, but how many of them have been taken over by the respective Governments is uncertain. <box>244 1015 458 1164</box>
paragraph: A general discussion took place, and explanations were afforded whenever desired. The chairman afterwards submitted for consideration of the conference a working arrangement for the carrying out of the Board of Trade's scheme, also a statement as to the returns which would be required by the licensing authority for the purpose of giving effect to the Order-in-Council. The clauses of the working arrangement were considered seriatim, and certain suggestions were made and alterations effected by the conference as circumstances required. The working arrangement is supplementary to the Order-in-Council, and it was agreed by Mr. Triggs with the object of facilitating the operation of the scheme. <box>1184 521 1410 635</box>
paragraph: Prisoner of war at Afion Kat, Hessar, Turkey, Trooper F. J. Walker. <box>1422 133 1648 150</box>
paragraph: Mr. Sheppard, of Vogeltown, has received word that his son, Frank, has been slightly wounded, but is remaining with unit. <box>1422 911 1648 938</box>
service-line: By Telegraph—Press Association. <box>1229 331 1366 340</box>
subhead: SENIOR AND JUNIOR SECTIONS. <box>1704 502 1841 512</box>
headline: ROUMANIA'S POSITION IMPROVED. <box>505 256 663 283</box>
paragraph: Another Waimate Plain boy to make the great sacrifice is Gunner A. A. Campbell, son of Mr. Alex. Campbell, of Kaupokonui. He was killed on September 20th. Until he left with the Main Body he was a member of the local Territorials. He went through Egypt and Gallipoli, and going to France, was in action up to the time that he fell. <box>1660 262 1885 315</box>
paragraph: Crop reports tabulated in the Times are as follow:—Wheat, $9.8; barley, 92.5; oats, 90.6; beans, 93.1; potatoes, $3.15—the figure 100 representing a good crop. <box>244 788 458 823</box>
headline: STRONG ATTACKS REPULSED. <box>720 889 923 903</box>
advertisement: Whooping Cough is much more dangerous than is generally supposed, especially in the case of young children. There is little if any danger, however, when it is properly treated. Give Chamberlain's Cough Remedy and it will keep the cough loose, liquefy the tough mucus and aid in its expectoration. Chamberlain's Cough Remedy has been used in many epidemics of Whooping Cough and always with the best results. Sold everywhere. <box>1660 1142 1885 1212</box>
subhead: ENEMY DRIVEN BACK <box>1013 445 1106 455</box>
received-line: Received Oct. 18, 1.15 a.m. <box>300 653 403 662</box>
dateline: London, Oct. 17. <box>872 1068 935 1077</box>
service-line: Reuter Service. <box>94 1039 157 1048</box>
dateline: London, Oct. 16. <box>1110 205 1172 214</box>
paragraph: In hospital, St. Omer, removed from seriously ill list.—Lance-Corporal V. F. V. Roscoe. <box>1422 362 1648 380</box>
page-number: 5 <box>1873 9 1889 34</box>
headline: INDIA. <box>100 1104 150 1120</box>
headline: ENEMY'S COUNTER-ATTACKS. <box>721 611 922 625</box>
paragraph: Though the situation at Lecar causes anxiety, it is pointed out that the Roumanian position is now more advantageous than it was a week ago, when it had a widely separated front. The railhead at Kimpolung region now easily obtained reinforcements, whereas the road difficulties will probably restrict the Germans' further employment of heavy artillery. <box>471 501 697 563</box>
subhead: FEVERISH CONSTRUCTION OF ARTILLERY. <box>36 647 215 656</box>
